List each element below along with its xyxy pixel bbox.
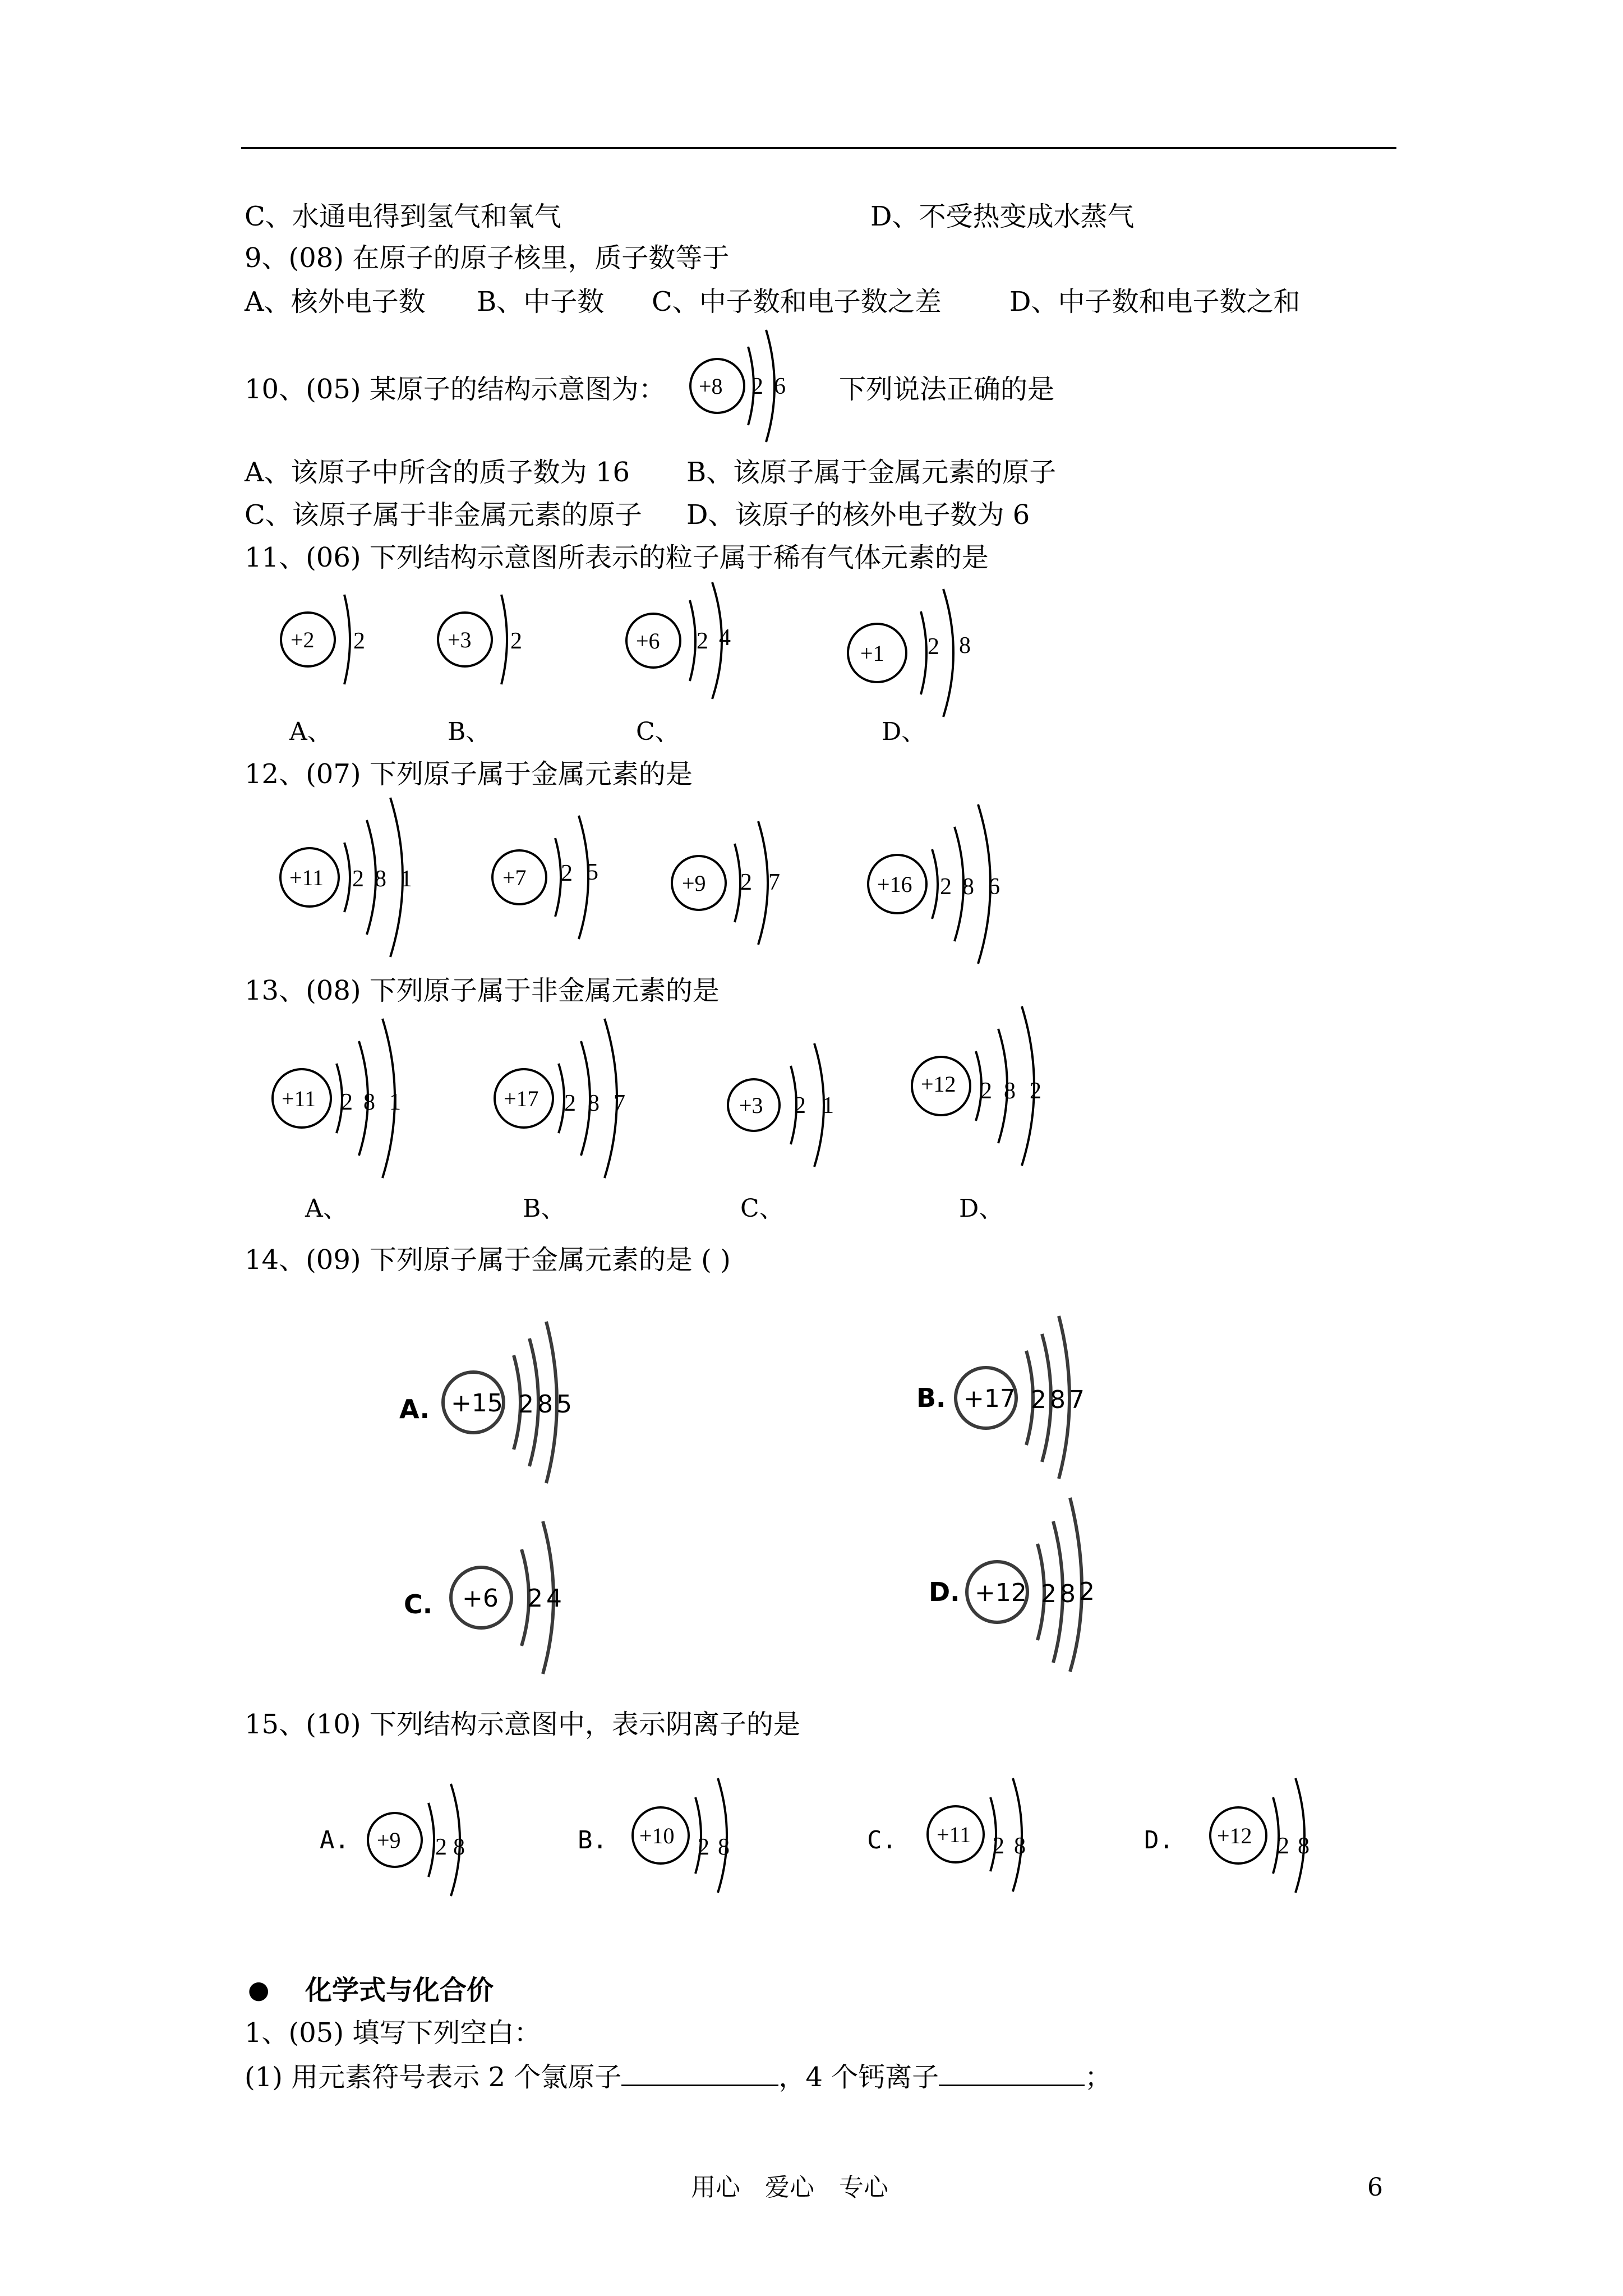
atom-structure-diagram: [1206, 1773, 1329, 1902]
shell-2-electrons: 8: [959, 633, 971, 659]
q9-option-d: D、中子数和电子数之和: [1009, 286, 1301, 318]
q9-option-c: C、中子数和电子数之差: [652, 286, 942, 318]
q9-option-a: A、核外电子数: [245, 286, 426, 318]
atom-structure-diagram: [363, 1778, 487, 1907]
atom-structure-diagram: [491, 1016, 654, 1179]
q8-option-d: D、不受热变成水蒸气: [870, 201, 1135, 232]
atom-structure-diagram: [488, 810, 623, 945]
q13-atom-a: [269, 1016, 432, 1181]
shell-2-electrons: 8: [537, 1390, 553, 1419]
shell-1-electrons: 2: [1031, 1386, 1046, 1414]
shell-1-electrons: 2: [993, 1833, 1004, 1859]
q11-atom-d: [845, 583, 990, 726]
shell-1-electrons: 2: [697, 628, 708, 654]
answer-blank-1[interactable]: [621, 2059, 778, 2086]
q10-option-b: B、该原子属于金属元素的原子: [686, 457, 1057, 488]
q13-atom-d: [909, 1004, 1071, 1169]
q12-atom-1: [277, 795, 440, 960]
q15-atom-a: [363, 1778, 487, 1910]
nucleus-charge: +3: [739, 1093, 763, 1118]
shell-1-electrons: 2: [341, 1089, 353, 1115]
atom-structure-diagram: [441, 1316, 598, 1484]
shell-1-electrons: 2: [353, 628, 365, 654]
nucleus-charge: +1: [860, 641, 884, 666]
shell-2-electrons: 8: [1014, 1833, 1026, 1859]
q9-option-b: B、中子数: [477, 286, 605, 318]
shell-1-electrons: 2: [751, 374, 763, 399]
q11-stem: 11、(06) 下列结构示意图所表示的粒子属于稀有气体元素的是: [245, 542, 989, 573]
q11-label-c: C、: [636, 717, 680, 746]
nucleus-charge: +12: [975, 1579, 1027, 1607]
atom-structure-diagram: [953, 1310, 1110, 1479]
q10-tail: 下列说法正确的是: [839, 374, 1055, 405]
nucleus-charge: +9: [377, 1828, 401, 1853]
nucleus-charge: +12: [921, 1071, 956, 1097]
s1-line-1: [245, 2059, 1112, 2094]
nucleus-charge: +6: [636, 628, 660, 654]
shell-1-electrons: 2: [980, 1078, 992, 1104]
q11-atom-c: [623, 578, 757, 709]
q12-atom-2: [488, 810, 623, 947]
nucleus-charge: +11: [282, 1086, 316, 1111]
q14-atom-d: [965, 1492, 1122, 1674]
bullet-icon: ●: [248, 1976, 270, 2004]
shell-2-electrons: 8: [1004, 1078, 1016, 1104]
header-rule: [241, 147, 1396, 149]
q15-stem: 15、(10) 下列结构示意图中，表示阴离子的是: [245, 1709, 800, 1740]
q11-label-b: B、: [448, 717, 491, 746]
q10-option-c: C、该原子属于非金属元素的原子: [245, 499, 642, 531]
q10-option-d: D、该原子的核外电子数为 6: [686, 499, 1030, 531]
nucleus-charge: +17: [963, 1384, 1016, 1413]
q14-label-a: A.: [399, 1394, 430, 1424]
shell-2-electrons: 8: [1050, 1386, 1066, 1414]
q14-stem: 14、(09) 下列原子属于金属元素的是 ( ): [245, 1244, 731, 1276]
shell-1-electrons: 2: [940, 874, 952, 900]
shell-3-electrons: 1: [389, 1089, 401, 1115]
shell-1-electrons: 2: [518, 1390, 534, 1419]
q14-atom-c: [449, 1516, 583, 1675]
shell-2-electrons: 8: [363, 1089, 375, 1115]
nucleus-charge: +6: [462, 1584, 499, 1613]
q11-atom-a: [277, 583, 389, 698]
q15-label-a: A.: [320, 1826, 349, 1855]
q9-stem: 9、(08) 在原子的原子核里，质子数等于: [245, 242, 730, 274]
atom-structure-diagram: [269, 1016, 432, 1179]
shell-1-electrons: 2: [1278, 1833, 1289, 1859]
q13-label-a: A、: [305, 1194, 348, 1223]
q13-label-d: D、: [959, 1194, 1004, 1223]
atom-structure-diagram: [434, 583, 546, 696]
s1-line-1-part2: ，4 个钙离子: [778, 2062, 939, 2093]
q12-stem: 12、(07) 下列原子属于金属元素的是: [245, 758, 693, 790]
q15-atom-b: [628, 1773, 751, 1904]
atom-structure-diagram: [909, 1004, 1071, 1167]
shell-2-electrons: 8: [453, 1834, 465, 1860]
q10-option-a: A、该原子中所含的质子数为 16: [245, 457, 630, 488]
atom-structure-diagram: [623, 578, 757, 707]
q15-label-d: D.: [1144, 1826, 1174, 1855]
q10-stem: 10、(05) 某原子的结构示意图为：: [245, 374, 666, 405]
shell-3-electrons: 7: [614, 1091, 625, 1116]
q11-label-d: D、: [882, 717, 926, 746]
nucleus-charge: +16: [877, 872, 912, 897]
shell-2-electrons: 4: [546, 1584, 562, 1613]
shell-2-electrons: 8: [1060, 1580, 1076, 1608]
atom-structure-diagram: [845, 583, 990, 724]
shell-3-electrons: 1: [400, 866, 412, 892]
q10-atom-diagram: [686, 324, 821, 450]
nucleus-charge: +11: [937, 1822, 971, 1847]
q14-label-d: D.: [929, 1577, 960, 1607]
shell-2-electrons: 1: [822, 1093, 834, 1119]
nucleus-charge: +7: [502, 865, 527, 890]
shell-3-electrons: 5: [556, 1390, 572, 1419]
atom-structure-diagram: [686, 324, 821, 448]
atom-structure-diagram: [277, 583, 389, 696]
nucleus-charge: +2: [291, 627, 315, 652]
nucleus-charge: +17: [504, 1086, 539, 1111]
q15-label-b: B.: [578, 1826, 607, 1855]
q12-atom-3: [667, 810, 802, 947]
shell-1-electrons: 2: [1041, 1580, 1057, 1608]
s1-line-1-part1: (1) 用元素符号表示 2 个氯原子: [245, 2062, 622, 2093]
shell-2-electrons: 5: [587, 859, 598, 885]
q15-label-c: C.: [867, 1826, 897, 1855]
s1-line-1-end: ；: [1085, 2062, 1112, 2093]
q14-atom-a: [441, 1316, 598, 1487]
shell-1-electrons: 2: [564, 1091, 576, 1116]
shell-1-electrons: 2: [527, 1584, 543, 1613]
nucleus-charge: +12: [1217, 1823, 1252, 1848]
shell-2-electrons: 4: [719, 625, 731, 651]
q11-atom-b: [434, 583, 546, 698]
q11-label-a: A、: [289, 717, 332, 746]
shell-2-electrons: 8: [375, 866, 386, 892]
shell-1-electrons: 2: [928, 634, 939, 660]
atom-structure-diagram: [723, 1032, 858, 1167]
q13-label-c: C、: [740, 1194, 784, 1223]
q15-atom-d: [1206, 1773, 1329, 1904]
q13-atom-c: [723, 1032, 858, 1169]
q15-atom-c: [923, 1773, 1046, 1904]
shell-2-electrons: 6: [774, 374, 786, 399]
nucleus-charge: +15: [451, 1389, 503, 1418]
atom-structure-diagram: [449, 1516, 583, 1673]
shell-1-electrons: 2: [794, 1093, 806, 1119]
q13-atom-b: [491, 1016, 654, 1181]
shell-1-electrons: 2: [561, 861, 573, 886]
shell-3-electrons: 2: [1030, 1078, 1041, 1104]
shell-2-electrons: 7: [768, 869, 780, 895]
atom-structure-diagram: [667, 810, 802, 945]
atom-structure-diagram: [965, 1492, 1122, 1672]
shell-3-electrons: 7: [1069, 1386, 1085, 1414]
nucleus-charge: +3: [448, 627, 472, 652]
atom-structure-diagram: [923, 1773, 1046, 1902]
nucleus-charge: +9: [682, 871, 706, 896]
nucleus-charge: +11: [289, 865, 324, 890]
s1-stem: 1、(05) 填写下列空白：: [245, 2017, 541, 2049]
page-number: 6: [1367, 2173, 1383, 2202]
nucleus-charge: +8: [699, 374, 723, 399]
shell-3-electrons: 2: [1079, 1577, 1095, 1606]
shell-1-electrons: 2: [352, 866, 364, 892]
shell-2-electrons: 8: [718, 1834, 730, 1860]
shell-3-electrons: 6: [988, 874, 1000, 900]
nucleus-charge: +10: [639, 1823, 675, 1848]
section-title: 化学式与化合价: [305, 1975, 494, 2006]
shell-1-electrons: 2: [698, 1834, 709, 1860]
q14-label-b: B.: [916, 1383, 946, 1413]
shell-2-electrons: 8: [962, 874, 974, 900]
atom-structure-diagram: [865, 802, 1027, 965]
q14-atom-b: [953, 1310, 1110, 1481]
shell-1-electrons: 2: [435, 1834, 447, 1860]
atom-structure-diagram: [628, 1773, 751, 1902]
answer-blank-2[interactable]: [939, 2059, 1085, 2086]
footer-slogan: 用心 爱心 专心: [691, 2173, 888, 2202]
shell-2-electrons: 8: [588, 1091, 600, 1116]
q12-atom-4: [865, 802, 1027, 967]
q13-label-b: B、: [523, 1194, 566, 1223]
q13-stem: 13、(08) 下列原子属于非金属元素的是: [245, 975, 720, 1006]
atom-structure-diagram: [277, 795, 440, 958]
shell-1-electrons: 2: [740, 869, 752, 895]
q14-label-c: C.: [404, 1589, 433, 1619]
shell-1-electrons: 2: [510, 628, 522, 654]
q8-option-c: C、水通电得到氢气和氧气: [245, 201, 561, 232]
shell-2-electrons: 8: [1298, 1833, 1310, 1859]
